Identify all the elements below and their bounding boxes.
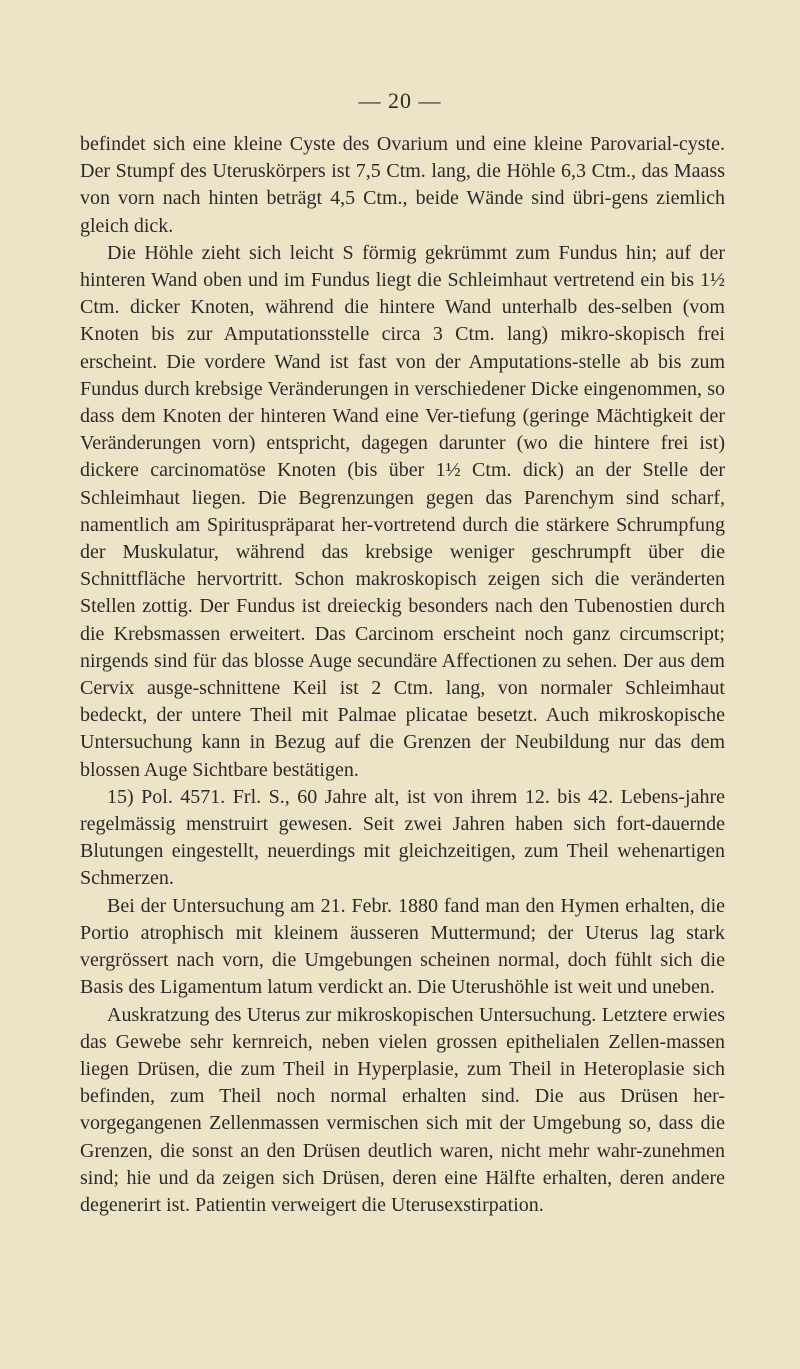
- body-text: [80, 131, 725, 1219]
- paragraph-continuation: befindet sich eine kleine Cyste des Ovarium und eine kleine Parovarial-cyste. Der Stumpf des Uteruskörpers ist 7,5 Ctm. lang, die Höhle 6,3 Ctm., das Maass von vorn nach hinten beträgt 4,5 Ctm., beide Wände sind übri-gens ziemlich gleich dick.: [80, 133, 725, 237]
- paragraph-curettage-findings: Auskratzung des Uterus zur mikroskopischen Untersuchung. Letztere erwies das Gewebe sehr kernreich, neben vielen grossen epithelialen Zellen-massen liegen Drüsen, die zum Theil in Hyperplasie, zum Theil in Heteroplasie sich befinden, zum Theil noch normal erhalten sind. Die aus Drüsen her-vorgegangenen Zellenmassen vermischen sich mit der Umgebung so, dass die Grenzen, die sonst an den Drüsen deutlich waren, nicht mehr wahr-zunehmen sind; hie und da zeigen sich Drüsen, deren eine Hälfte erhalten, deren andere degenerirt ist. Patientin verweigert die Uterusexstirpation.: [80, 1003, 725, 1216]
- paragraph-specimen-description: Die Höhle zieht sich leicht S förmig gekrümmt zum Fundus hin; auf der hinteren Wand oben und im Fundus liegt die Schleimhaut vertretend ein bis 1½ Ctm. dicker Knoten, während die hintere Wand unterhalb des-selben (vom Knoten bis zur Amputationsstelle circa 3 Ctm. lang) mikro-skopisch frei erscheint. Die vordere Wand ist fast von der Amputations-stelle ab bis zum Fundus durch krebsige Veränderungen in verschiedener Dicke eingenommen, so dass dem Knoten der hinteren Wand eine Ver-tiefung (geringe Mächtigkeit der Veränderungen vorn) entspricht, dagegen darunter (wo die hintere frei ist) dickere carcinomatöse Knoten (bis über 1½ Ctm. dick) an der Stelle der Schleimhaut liegen. Die Begrenzungen gegen das Parenchym sind scharf, namentlich am Spirituspräparat her-vortretend durch die stärkere Schrumpfung der Muskulatur, während das krebsige weniger geschrumpft über die Schnittfläche hervortritt. Schon makroskopisch zeigen sich die veränderten Stellen zottig. Der Fundus ist dreieckig besonders nach den Tubenostien durch die Krebsmassen erweitert. Das Carcinom erscheint noch ganz circumscript; nirgends sind für das blosse Auge secundäre Affectionen zu sehen. Der aus dem Cervix ausge-schnittene Keil ist 2 Ctm. lang, von normaler Schleimhaut bedeckt, der untere Theil mit Palmae plicatae besetzt. Auch mikroskopische Untersuchung kann in Bezug auf die Grenzen der Neubildung nur das dem blossen Auge Sichtbare bestätigen.: [80, 241, 725, 781]
- paragraph-case-15-history: 15) Pol. 4571. Frl. S., 60 Jahre alt, ist von ihrem 12. bis 42. Lebens-jahre regelmässig menstruirt gewesen. Seit zwei Jahren haben sich fort-dauernde Blutungen eingestellt, neuerdings mit gleichzeitigen, zum Theil wehenartigen Schmerzen.: [80, 785, 725, 890]
- paragraph-examination: Bei der Untersuchung am 21. Febr. 1880 fand man den Hymen erhalten, die Portio atrophisch mit kleinem äusseren Muttermund; der Uterus lag stark vergrössert nach vorn, die Umgebungen scheinen normal, doch fühlt sich die Basis des Ligamentum latum verdickt an. Die Uterushöhle ist weit und uneben.: [80, 894, 725, 999]
- page-number: — 20 —: [358, 88, 442, 113]
